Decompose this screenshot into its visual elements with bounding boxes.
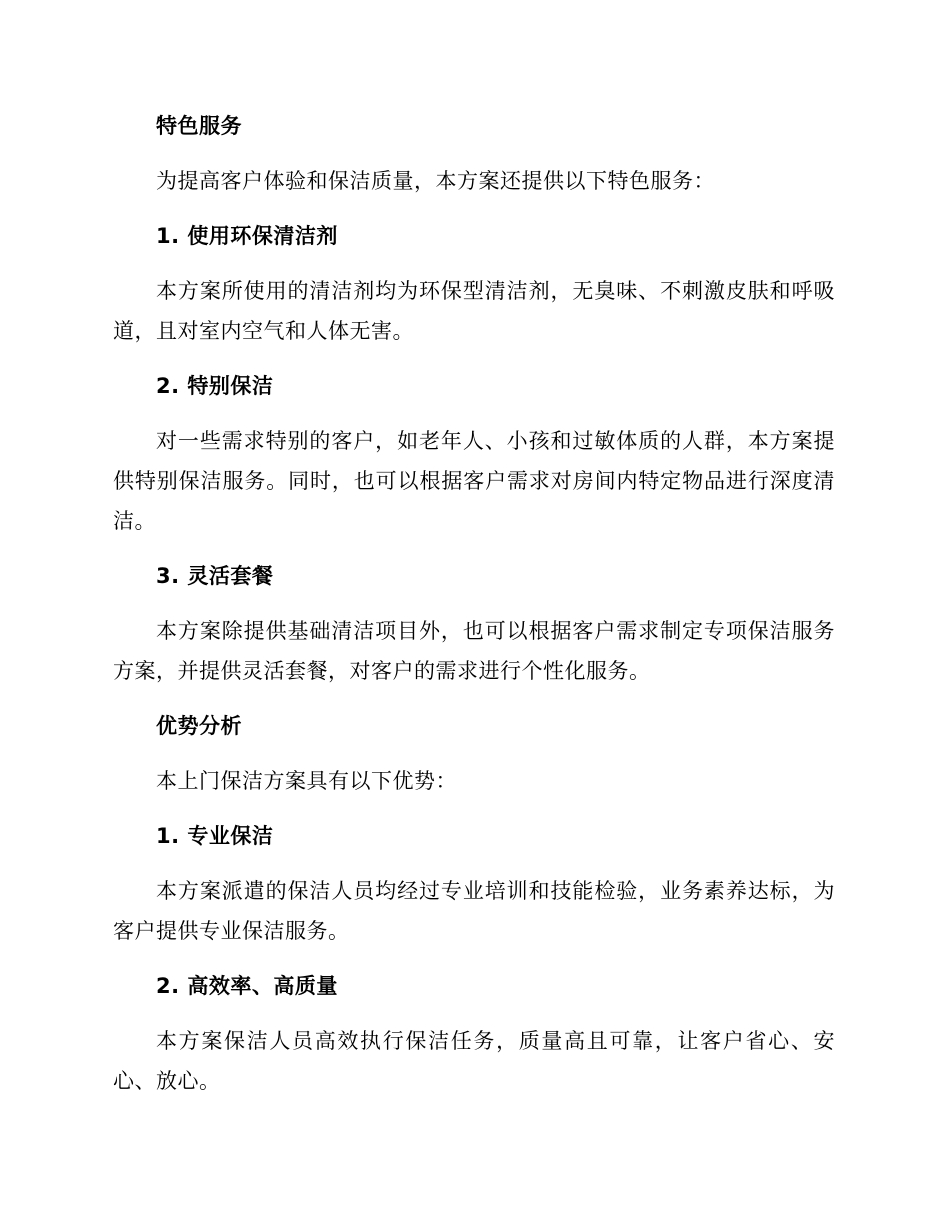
paragraph-professional: 本方案派遣的保洁人员均经过专业培训和技能检验，业务素养达标，为客户提供专业保洁服务。 [113,879,835,943]
paragraph-special-cleaning: 对一些需求特别的客户，如老年人、小孩和过敏体质的人群，本方案提供特别保洁服务。同时，也可以根据客户需求对房间内特定物品进行深度清洁。 [113,429,835,533]
document-page [113,106,835,1116]
paragraph-special-services-intro: 为提高客户体验和保洁质量，本方案还提供以下特色服务： [156,169,715,193]
paragraph-efficiency-quality: 本方案保洁人员高效执行保洁任务，质量高且可靠，让客户省心、安心、放心。 [113,1029,835,1093]
section-heading-professional: 1. 专业保洁 [156,824,274,848]
section-heading-special-services: 特色服务 [156,114,242,138]
section-heading-efficiency-quality: 2. 高效率、高质量 [156,974,338,998]
section-heading-eco-cleaner: 1. 使用环保清洁剂 [156,224,338,248]
paragraph-flexible-package: 本方案除提供基础清洁项目外，也可以根据客户需求制定专项保洁服务方案，并提供灵活套餐，对客户的需求进行个性化服务。 [113,619,835,683]
paragraph-eco-cleaner: 本方案所使用的清洁剂均为环保型清洁剂，无臭味、不刺激皮肤和呼吸道，且对室内空气和人体无害。 [113,279,835,343]
paragraph-advantages-intro: 本上门保洁方案具有以下优势： [156,769,457,793]
section-heading-special-cleaning: 2. 特别保洁 [156,374,274,398]
section-heading-advantages: 优势分析 [156,714,242,738]
section-heading-flexible-package: 3. 灵活套餐 [156,564,274,588]
